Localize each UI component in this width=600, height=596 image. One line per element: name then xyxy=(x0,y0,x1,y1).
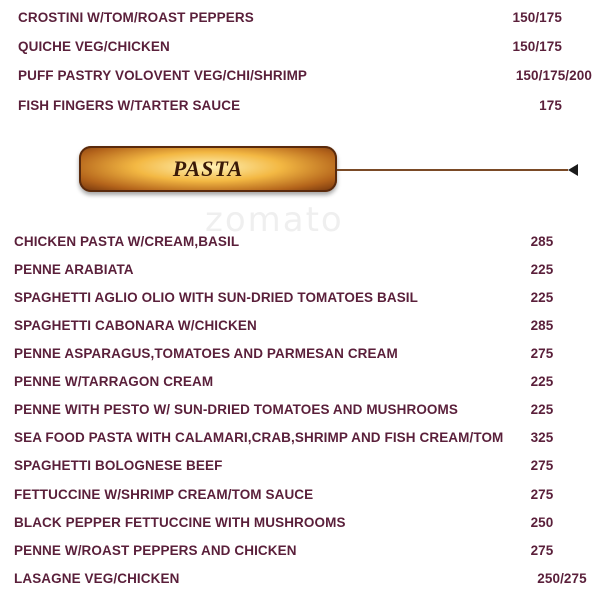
menu-item xyxy=(0,96,600,116)
item-price: 225 xyxy=(530,402,554,417)
menu-item xyxy=(0,513,600,533)
arrow-left-icon xyxy=(568,164,578,176)
item-price: 225 xyxy=(530,374,554,389)
watermark: zomato xyxy=(205,200,344,240)
menu-item xyxy=(0,260,600,280)
menu-item xyxy=(0,288,600,308)
item-price: 150/175 xyxy=(512,39,562,54)
menu-item xyxy=(0,232,600,252)
item-price: 175 xyxy=(539,98,562,113)
menu-item xyxy=(0,8,600,28)
item-price: 150/175/200 xyxy=(515,68,592,83)
menu-item xyxy=(0,485,600,505)
item-name: SPAGHETTI AGLIO OLIO WITH SUN-DRIED TOMATOES BASIL xyxy=(14,290,419,305)
item-name: SPAGHETTI CABONARA W/CHICKEN xyxy=(14,318,257,333)
menu-item xyxy=(0,344,600,364)
item-name: SEA FOOD PASTA WITH CALAMARI,CRAB,SHRIMP AND FISH CREAM/TOM xyxy=(14,430,504,445)
item-price: 225 xyxy=(530,262,554,277)
item-name: BLACK PEPPER FETTUCCINE WITH MUSHROOMS xyxy=(14,515,346,530)
item-price: 275 xyxy=(530,346,554,361)
item-name: FISH FINGERS W/TARTER SAUCE xyxy=(18,98,241,113)
menu-item xyxy=(0,541,600,561)
menu-item xyxy=(0,372,600,392)
menu-item xyxy=(0,569,600,589)
item-price: 250/275 xyxy=(537,571,587,586)
item-name: LASAGNE VEG/CHICKEN xyxy=(14,571,180,586)
item-price: 225 xyxy=(530,290,554,305)
item-price: 275 xyxy=(530,543,554,558)
item-name: CROSTINI W/TOM/ROAST PEPPERS xyxy=(18,10,254,25)
menu-item xyxy=(0,400,600,420)
item-name: FETTUCCINE W/SHRIMP CREAM/TOM SAUCE xyxy=(14,487,314,502)
section-title: PASTA xyxy=(172,156,244,181)
item-price: 275 xyxy=(530,458,554,473)
section-header-badge xyxy=(79,146,337,192)
item-name: PENNE WITH PESTO W/ SUN-DRIED TOMATOES AND MUSHROOMS xyxy=(14,402,458,417)
item-price: 325 xyxy=(530,430,554,445)
item-price: 250 xyxy=(530,515,554,530)
item-name: CHICKEN PASTA W/CREAM,BASIL xyxy=(14,234,240,249)
item-name: SPAGHETTI BOLOGNESE BEEF xyxy=(14,458,223,473)
section-header-line xyxy=(337,169,568,171)
menu-item xyxy=(0,316,600,336)
menu-item xyxy=(0,428,600,448)
item-name: PENNE ASPARAGUS,TOMATOES AND PARMESAN CREAM xyxy=(14,346,398,361)
item-name: PENNE W/ROAST PEPPERS AND CHICKEN xyxy=(14,543,297,558)
item-price: 150/175 xyxy=(512,10,562,25)
item-name: PENNE ARABIATA xyxy=(14,262,134,277)
item-price: 285 xyxy=(530,234,554,249)
item-price: 275 xyxy=(530,487,554,502)
item-name: PUFF PASTRY VOLOVENT VEG/CHI/SHRIMP xyxy=(18,68,308,83)
menu-item xyxy=(0,456,600,476)
item-name: PENNE W/TARRAGON CREAM xyxy=(14,374,214,389)
menu-item xyxy=(0,66,600,86)
menu-item xyxy=(0,37,600,57)
item-name: QUICHE VEG/CHICKEN xyxy=(18,39,170,54)
item-price: 285 xyxy=(530,318,554,333)
